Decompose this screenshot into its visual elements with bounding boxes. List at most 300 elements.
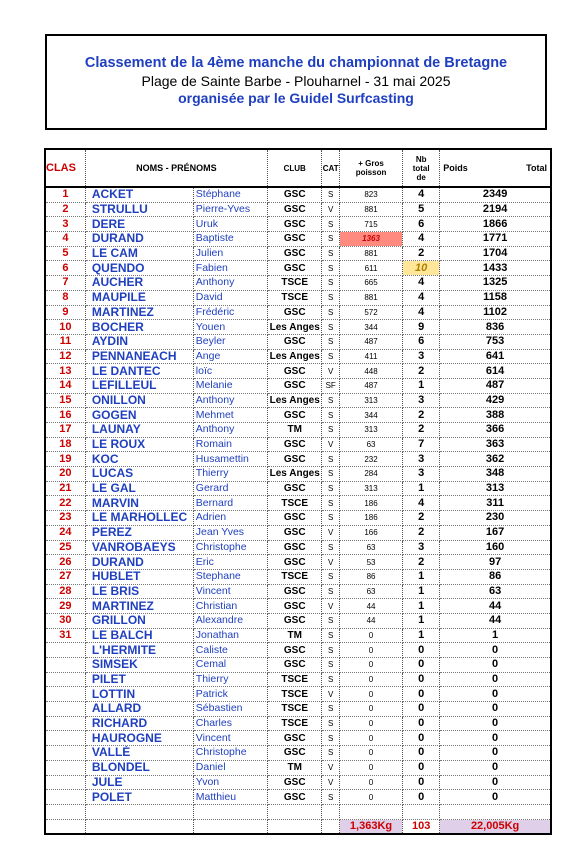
rank-cell: 22 (45, 496, 85, 511)
poids-total-cell: 836 (440, 320, 551, 335)
table-row (45, 393, 551, 408)
results-body (45, 187, 551, 804)
gros-poisson-cell: 0 (339, 672, 402, 687)
table-row (45, 467, 551, 482)
table-row (45, 555, 551, 570)
gros-poisson-cell: 0 (339, 760, 402, 775)
gros-poisson-cell: 63 (339, 540, 402, 555)
cat-cell: S (322, 393, 339, 408)
cat-cell: S (322, 628, 339, 643)
rank-cell: 4 (45, 232, 85, 247)
prenom-cell: Jean Yves (193, 525, 267, 540)
prenom-cell: Bernard (193, 496, 267, 511)
nom-cell: BOCHER (85, 320, 193, 335)
nb-total-cell: 4 (403, 232, 440, 247)
prenom-cell: Alexandre (193, 613, 267, 628)
table-row (45, 731, 551, 746)
cat-cell: S (322, 276, 339, 291)
nom-cell: MARVIN (85, 496, 193, 511)
poids-total-cell: 0 (440, 643, 551, 658)
prenom-cell: Julien (193, 246, 267, 261)
title-line-2: Plage de Sainte Barbe - Plouharnel - 31 mai 2025 (141, 73, 451, 89)
nb-total-cell: 7 (403, 437, 440, 452)
club-cell: GSC (267, 643, 322, 658)
cat-cell: V (322, 364, 339, 379)
prenom-cell: Uruk (193, 217, 267, 232)
cat-cell: V (322, 760, 339, 775)
rank-cell: 21 (45, 481, 85, 496)
club-cell: TSCE (267, 290, 322, 305)
gros-poisson-cell: 313 (339, 393, 402, 408)
gros-poisson-cell: 344 (339, 320, 402, 335)
nb-total-cell: 4 (403, 187, 440, 202)
nb-total-cell: 10 (403, 261, 440, 276)
header-gros-line2: poisson (355, 168, 387, 177)
results-table (44, 148, 552, 835)
rank-cell: 8 (45, 290, 85, 305)
header-gros-line1: + Gros (358, 159, 384, 168)
table-row (45, 452, 551, 467)
nb-total-cell: 3 (403, 349, 440, 364)
gros-poisson-cell: 1363 (339, 232, 402, 247)
gros-poisson-cell: 313 (339, 423, 402, 438)
prenom-cell: Christian (193, 599, 267, 614)
club-cell: GSC (267, 746, 322, 761)
rank-cell: 19 (45, 452, 85, 467)
poids-total-cell: 311 (440, 496, 551, 511)
rank-cell (45, 658, 85, 673)
cat-cell: S (322, 261, 339, 276)
rank-cell: 1 (45, 187, 85, 202)
prenom-cell: Jonathan (193, 628, 267, 643)
rank-cell: 10 (45, 320, 85, 335)
header-poids-label: Poids (443, 162, 468, 173)
nom-cell: L'HERMITE (85, 643, 193, 658)
gros-poisson-cell: 313 (339, 481, 402, 496)
nom-cell: MAUPILE (85, 290, 193, 305)
club-cell: GSC (267, 408, 322, 423)
cat-cell: S (322, 334, 339, 349)
rank-cell: 18 (45, 437, 85, 452)
poids-total-cell: 363 (440, 437, 551, 452)
header-gros (339, 149, 402, 187)
gros-poisson-cell: 881 (339, 202, 402, 217)
club-cell: GSC (267, 202, 322, 217)
table-row (45, 246, 551, 261)
nom-cell: PENNANEACH (85, 349, 193, 364)
rank-cell: 16 (45, 408, 85, 423)
cat-cell: V (322, 525, 339, 540)
table-row (45, 613, 551, 628)
poids-total-cell: 1 (440, 628, 551, 643)
gros-poisson-cell: 344 (339, 408, 402, 423)
rank-cell: 25 (45, 540, 85, 555)
nb-total-cell: 1 (403, 599, 440, 614)
table-row (45, 378, 551, 393)
poids-total-cell: 86 (440, 569, 551, 584)
poids-total-cell: 0 (440, 790, 551, 805)
poids-total-cell: 429 (440, 393, 551, 408)
nb-total-cell: 6 (403, 217, 440, 232)
cat-cell: S (322, 658, 339, 673)
nb-total-cell: 0 (403, 731, 440, 746)
nb-total-cell: 0 (403, 775, 440, 790)
club-cell: GSC (267, 217, 322, 232)
rank-cell (45, 760, 85, 775)
table-row (45, 217, 551, 232)
nom-cell: DURAND (85, 232, 193, 247)
table-row (45, 481, 551, 496)
nb-total-cell: 1 (403, 378, 440, 393)
nom-cell: PILET (85, 672, 193, 687)
gros-poisson-cell: 665 (339, 276, 402, 291)
club-cell: Les Anges (267, 349, 322, 364)
cat-cell: V (322, 437, 339, 452)
club-cell: TSCE (267, 672, 322, 687)
header-clas: CLAS (45, 149, 85, 187)
table-row (45, 525, 551, 540)
nb-total-cell: 1 (403, 481, 440, 496)
rank-cell: 12 (45, 349, 85, 364)
poids-total-cell: 2194 (440, 202, 551, 217)
rank-cell: 9 (45, 305, 85, 320)
nom-cell: DERE (85, 217, 193, 232)
rank-cell: 15 (45, 393, 85, 408)
prenom-cell: Ange (193, 349, 267, 364)
nom-cell: HUBLET (85, 569, 193, 584)
nb-total-cell: 0 (403, 658, 440, 673)
table-row (45, 511, 551, 526)
nb-total-cell: 3 (403, 393, 440, 408)
header-cat: CAT (322, 149, 339, 187)
cat-cell: S (322, 320, 339, 335)
poids-total-cell: 1158 (440, 290, 551, 305)
gros-poisson-cell: 0 (339, 658, 402, 673)
prenom-cell: Caliste (193, 643, 267, 658)
gros-poisson-cell: 166 (339, 525, 402, 540)
header-row (45, 149, 551, 187)
poids-total-cell: 167 (440, 525, 551, 540)
club-cell: GSC (267, 511, 322, 526)
table-row (45, 672, 551, 687)
nom-cell: GOGEN (85, 408, 193, 423)
title-line-3: organisée par le Guidel Surfcasting (178, 90, 414, 106)
table-row (45, 569, 551, 584)
gros-poisson-cell: 44 (339, 613, 402, 628)
nb-total-cell: 2 (403, 511, 440, 526)
cat-cell: S (322, 305, 339, 320)
table-row (45, 305, 551, 320)
nb-total-cell: 2 (403, 246, 440, 261)
club-cell: GSC (267, 187, 322, 202)
gros-poisson-cell: 0 (339, 716, 402, 731)
header-poids (440, 149, 551, 187)
nom-cell: LE ROUX (85, 437, 193, 452)
poids-total-cell: 44 (440, 613, 551, 628)
cat-cell: S (322, 790, 339, 805)
table-row (45, 540, 551, 555)
table-row (45, 687, 551, 702)
prenom-cell: Beyler (193, 334, 267, 349)
club-cell: TSCE (267, 496, 322, 511)
prenom-cell: Daniel (193, 760, 267, 775)
poids-total-cell: 388 (440, 408, 551, 423)
nom-cell: ALLARD (85, 702, 193, 717)
rank-cell: 24 (45, 525, 85, 540)
gros-poisson-cell: 881 (339, 290, 402, 305)
prenom-cell: Eric (193, 555, 267, 570)
nb-total-cell: 0 (403, 716, 440, 731)
gros-poisson-cell: 572 (339, 305, 402, 320)
club-cell: Les Anges (267, 320, 322, 335)
nom-cell: BLONDEL (85, 760, 193, 775)
gros-poisson-cell: 0 (339, 775, 402, 790)
gros-poisson-cell: 411 (339, 349, 402, 364)
cat-cell: S (322, 232, 339, 247)
club-cell: Les Anges (267, 393, 322, 408)
gros-poisson-cell: 823 (339, 187, 402, 202)
prenom-cell: Charles (193, 716, 267, 731)
rank-cell (45, 731, 85, 746)
gros-poisson-cell: 881 (339, 246, 402, 261)
club-cell: GSC (267, 658, 322, 673)
header-noms: NOMS - PRÉNOMS (85, 149, 267, 187)
prenom-cell: Anthony (193, 276, 267, 291)
title-box (45, 34, 547, 130)
nb-total-cell: 0 (403, 760, 440, 775)
gros-poisson-cell: 0 (339, 687, 402, 702)
cat-cell: S (322, 408, 339, 423)
club-cell: GSC (267, 305, 322, 320)
club-cell: TSCE (267, 569, 322, 584)
nom-cell: RICHARD (85, 716, 193, 731)
table-row (45, 232, 551, 247)
table-row (45, 775, 551, 790)
poids-total-cell: 1771 (440, 232, 551, 247)
prenom-cell: Mehmet (193, 408, 267, 423)
club-cell: GSC (267, 452, 322, 467)
prenom-cell: Pierre-Yves (193, 202, 267, 217)
nom-cell: GRILLON (85, 613, 193, 628)
rank-cell (45, 790, 85, 805)
club-cell: GSC (267, 599, 322, 614)
cat-cell: S (322, 246, 339, 261)
nb-total-cell: 5 (403, 202, 440, 217)
nb-total-cell: 4 (403, 305, 440, 320)
poids-total-cell: 1433 (440, 261, 551, 276)
rank-cell: 20 (45, 467, 85, 482)
prenom-cell: Stéphane (193, 187, 267, 202)
spacer-row (45, 804, 551, 819)
nom-cell: LE GAL (85, 481, 193, 496)
header-nb-line1: Nb (415, 154, 427, 164)
poids-total-cell: 1704 (440, 246, 551, 261)
cat-cell: V (322, 202, 339, 217)
cat-cell: S (322, 613, 339, 628)
cat-cell: SF (322, 378, 339, 393)
rank-cell: 17 (45, 423, 85, 438)
gros-poisson-cell: 44 (339, 599, 402, 614)
club-cell: GSC (267, 775, 322, 790)
nom-cell: POLET (85, 790, 193, 805)
table-row (45, 423, 551, 438)
nom-cell: DURAND (85, 555, 193, 570)
header-total-label: Total (526, 162, 547, 173)
cat-cell: S (322, 467, 339, 482)
nom-cell: LUCAS (85, 467, 193, 482)
rank-cell: 26 (45, 555, 85, 570)
gros-poisson-cell: 63 (339, 584, 402, 599)
nom-cell: STRULLU (85, 202, 193, 217)
prenom-cell: Baptiste (193, 232, 267, 247)
table-row (45, 716, 551, 731)
nb-total-cell: 0 (403, 672, 440, 687)
gros-poisson-cell: 487 (339, 334, 402, 349)
gros-poisson-cell: 232 (339, 452, 402, 467)
rank-cell (45, 687, 85, 702)
cat-cell: S (322, 672, 339, 687)
club-cell: TSCE (267, 687, 322, 702)
nom-cell: AUCHER (85, 276, 193, 291)
poids-total-cell: 0 (440, 658, 551, 673)
club-cell: GSC (267, 555, 322, 570)
nb-total-cell: 0 (403, 790, 440, 805)
prenom-cell: Youen (193, 320, 267, 335)
prenom-cell: Stephane (193, 569, 267, 584)
cat-cell: S (322, 481, 339, 496)
table-row (45, 658, 551, 673)
table-row (45, 746, 551, 761)
rank-cell: 2 (45, 202, 85, 217)
poids-total-cell: 0 (440, 760, 551, 775)
prenom-cell: loïc (193, 364, 267, 379)
gros-poisson-cell: 53 (339, 555, 402, 570)
nom-cell: AYDIN (85, 334, 193, 349)
rank-cell (45, 716, 85, 731)
table-row (45, 349, 551, 364)
poids-total-cell: 0 (440, 746, 551, 761)
nb-total-cell: 0 (403, 746, 440, 761)
poids-total-cell: 44 (440, 599, 551, 614)
poids-total-cell: 348 (440, 467, 551, 482)
cat-cell: S (322, 584, 339, 599)
prenom-cell: Husamettin (193, 452, 267, 467)
cat-cell: V (322, 555, 339, 570)
cat-cell: S (322, 643, 339, 658)
table-row (45, 643, 551, 658)
nb-total-cell: 2 (403, 423, 440, 438)
poids-total-cell: 0 (440, 716, 551, 731)
prenom-cell: Melanie (193, 378, 267, 393)
nb-total-cell: 1 (403, 569, 440, 584)
poids-total-cell: 1102 (440, 305, 551, 320)
nom-cell: LE MARHOLLEC (85, 511, 193, 526)
header-nb-line3: de (416, 172, 426, 182)
club-cell: GSC (267, 232, 322, 247)
nb-total-cell: 2 (403, 364, 440, 379)
club-cell: GSC (267, 790, 322, 805)
table-row (45, 628, 551, 643)
gros-poisson-cell: 0 (339, 702, 402, 717)
nb-total-cell: 3 (403, 467, 440, 482)
cat-cell: S (322, 702, 339, 717)
nb-total-cell: 2 (403, 555, 440, 570)
club-cell: TSCE (267, 702, 322, 717)
club-cell: Les Anges (267, 467, 322, 482)
rank-cell: 28 (45, 584, 85, 599)
nom-cell: MARTINEZ (85, 599, 193, 614)
table-row (45, 202, 551, 217)
rank-cell: 29 (45, 599, 85, 614)
prenom-cell: Christophe (193, 540, 267, 555)
poids-total-cell: 160 (440, 540, 551, 555)
table-row (45, 290, 551, 305)
prenom-cell: Yvon (193, 775, 267, 790)
poids-total-cell: 753 (440, 334, 551, 349)
club-cell: TM (267, 628, 322, 643)
poids-total-cell: 366 (440, 423, 551, 438)
gros-poisson-cell: 63 (339, 437, 402, 452)
header-nb-line2: total (412, 163, 430, 173)
poids-total-cell: 0 (440, 731, 551, 746)
cat-cell: S (322, 496, 339, 511)
header-nb (403, 149, 440, 187)
poids-total-cell: 487 (440, 378, 551, 393)
table-row (45, 261, 551, 276)
cat-cell: S (322, 746, 339, 761)
title-line-1: Classement de la 4ème manche du championnat de Bretagne (84, 55, 508, 71)
club-cell: GSC (267, 364, 322, 379)
rank-cell: 11 (45, 334, 85, 349)
poids-total-cell: 230 (440, 511, 551, 526)
nb-total-cell: 2 (403, 525, 440, 540)
table-row (45, 584, 551, 599)
total-gros-poisson: 1,363Kg (339, 819, 402, 834)
gros-poisson-cell: 611 (339, 261, 402, 276)
gros-poisson-cell: 186 (339, 496, 402, 511)
nb-total-cell: 4 (403, 276, 440, 291)
gros-poisson-cell: 487 (339, 378, 402, 393)
prenom-cell: Romain (193, 437, 267, 452)
cat-cell: S (322, 349, 339, 364)
club-cell: GSC (267, 481, 322, 496)
gros-poisson-cell: 0 (339, 746, 402, 761)
table-row (45, 187, 551, 202)
nom-cell: LE BALCH (85, 628, 193, 643)
rank-cell (45, 643, 85, 658)
table-row (45, 276, 551, 291)
table-row (45, 334, 551, 349)
club-cell: TSCE (267, 276, 322, 291)
nom-cell: JULE (85, 775, 193, 790)
rank-cell: 13 (45, 364, 85, 379)
table-row (45, 320, 551, 335)
prenom-cell: Matthieu (193, 790, 267, 805)
nb-total-cell: 3 (403, 540, 440, 555)
prenom-cell: Sébastien (193, 702, 267, 717)
nom-cell: ONILLON (85, 393, 193, 408)
nom-cell: MARTINEZ (85, 305, 193, 320)
nb-total-cell: 4 (403, 496, 440, 511)
total-nb-poissons: 103 (403, 819, 440, 834)
prenom-cell: Anthony (193, 423, 267, 438)
poids-total-cell: 97 (440, 555, 551, 570)
poids-total-cell: 1866 (440, 217, 551, 232)
nb-total-cell: 1 (403, 628, 440, 643)
rank-cell: 3 (45, 217, 85, 232)
prenom-cell: Thierry (193, 672, 267, 687)
club-cell: GSC (267, 731, 322, 746)
